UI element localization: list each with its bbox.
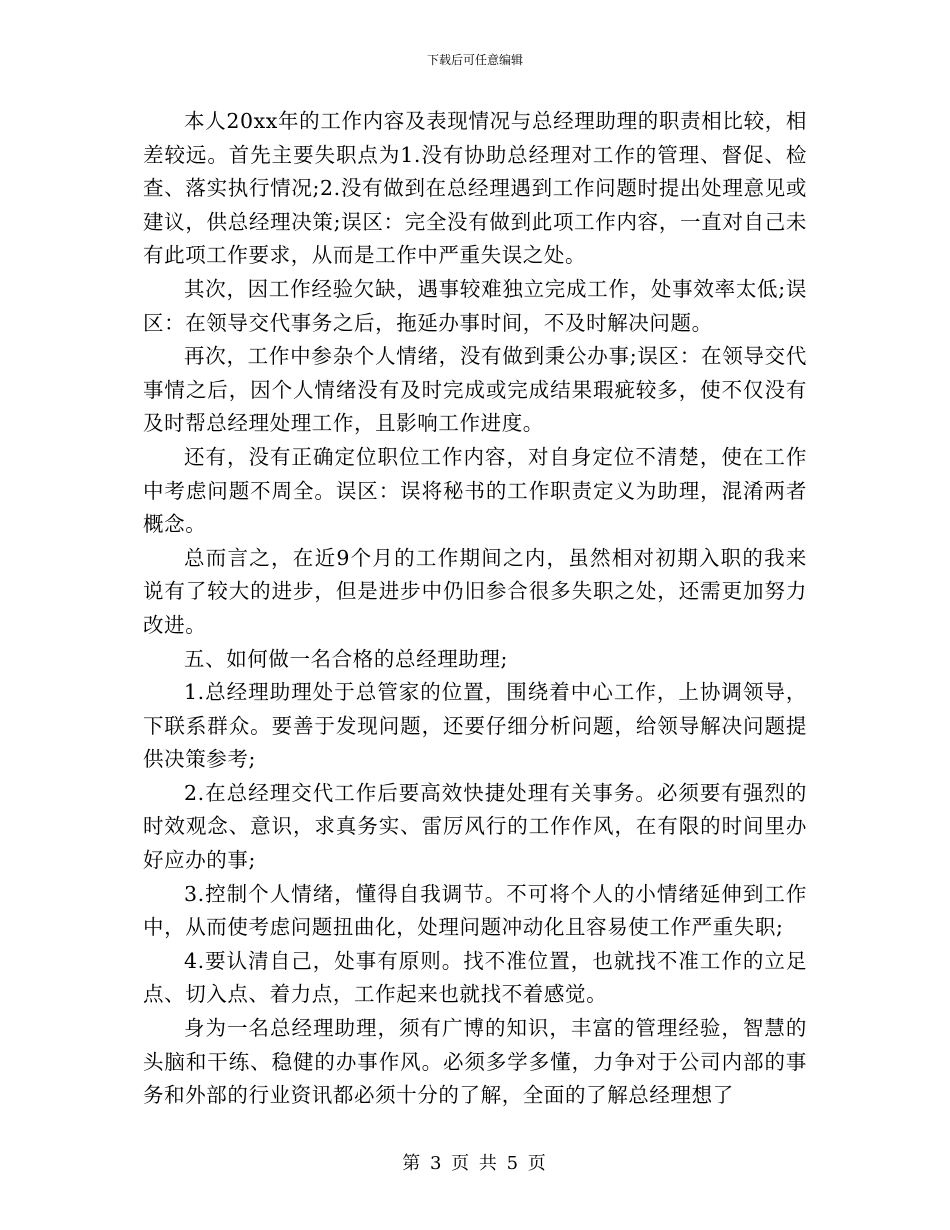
paragraph-4: 还有，没有正确定位职位工作内容，对自身定位不清楚，使在工作中考虑问题不周全。误区：误将秘书的工作职责定义为助理，混淆两者概念。 bbox=[143, 444, 807, 537]
paragraph-closing: 身为一名总经理助理，须有广博的知识，丰富的管理经验，智慧的头脑和干练、稳健的办事作风。必须多学多懂，力争对于公司内部的事务和外部的行业资讯都必须十分的了解，全面的了解总经理想了 bbox=[143, 1016, 807, 1108]
section-heading: 五、如何做一名合格的总经理助理; bbox=[184, 646, 509, 671]
page-footer: 第 3 页 共 5 页 bbox=[402, 1153, 548, 1174]
paragraph-3: 再次，工作中参杂个人情绪，没有做到秉公办事;误区：在领导交代事情之后，因个人情绪没有及时完成或完成结果瑕疵较多，使不仅没有及时帮总经理处理工作，且影响工作进度。 bbox=[143, 344, 807, 436]
list-item-3: 3.控制个人情绪，懂得自我调节。不可将个人的小情绪延伸到工作中，从而使考虑问题扭曲化，处理问题冲动化且容易使工作严重失职; bbox=[143, 881, 807, 940]
list-item-1: 1.总经理助理处于总管家的位置，围绕着中心工作，上协调领导，下联系群众。要善于发现问题，还要仔细分析问题，给领导解决问题提供决策参考; bbox=[143, 680, 807, 772]
paragraph-5: 总而言之，在近9个月的工作期间之内，虽然相对初期入职的我来说有了较大的进步，但是进步中仍旧参合很多失职之处，还需更加努力改进。 bbox=[143, 545, 807, 637]
paragraph-1: 本人20xx年的工作内容及表现情况与总经理助理的职责相比较，相差较远。首先主要失职点为1.没有协助总经理对工作的管理、督促、检查、落实执行情况;2.没有做到在总经理遇到工作问题时提出处理意见或建议，供总经理决策;误区：完全没有做到此项工作内容，一直对自己未有此项工作要求，从而是工作中严重失误之处。 bbox=[143, 109, 807, 268]
document-body bbox=[143, 105, 807, 1113]
list-item-2: 2.在总经理交代工作后要高效快捷处理有关事务。必须要有强烈的时效观念、意识，求真务实、雷厉风行的工作作风，在有限的时间里办好应办的事; bbox=[143, 780, 807, 873]
paragraph-2: 其次，因工作经验欠缺，遇事较难独立完成工作，处事效率太低;误区：在领导交代事务之后，拖延办事时间，不及时解决问题。 bbox=[143, 276, 807, 335]
list-item-4: 4.要认清自己，处事有原则。找不准位置，也就找不准工作的立足点、切入点、着力点，工作起来也就找不着感觉。 bbox=[143, 948, 807, 1007]
page-header: 下载后可任意编辑 bbox=[426, 53, 523, 67]
